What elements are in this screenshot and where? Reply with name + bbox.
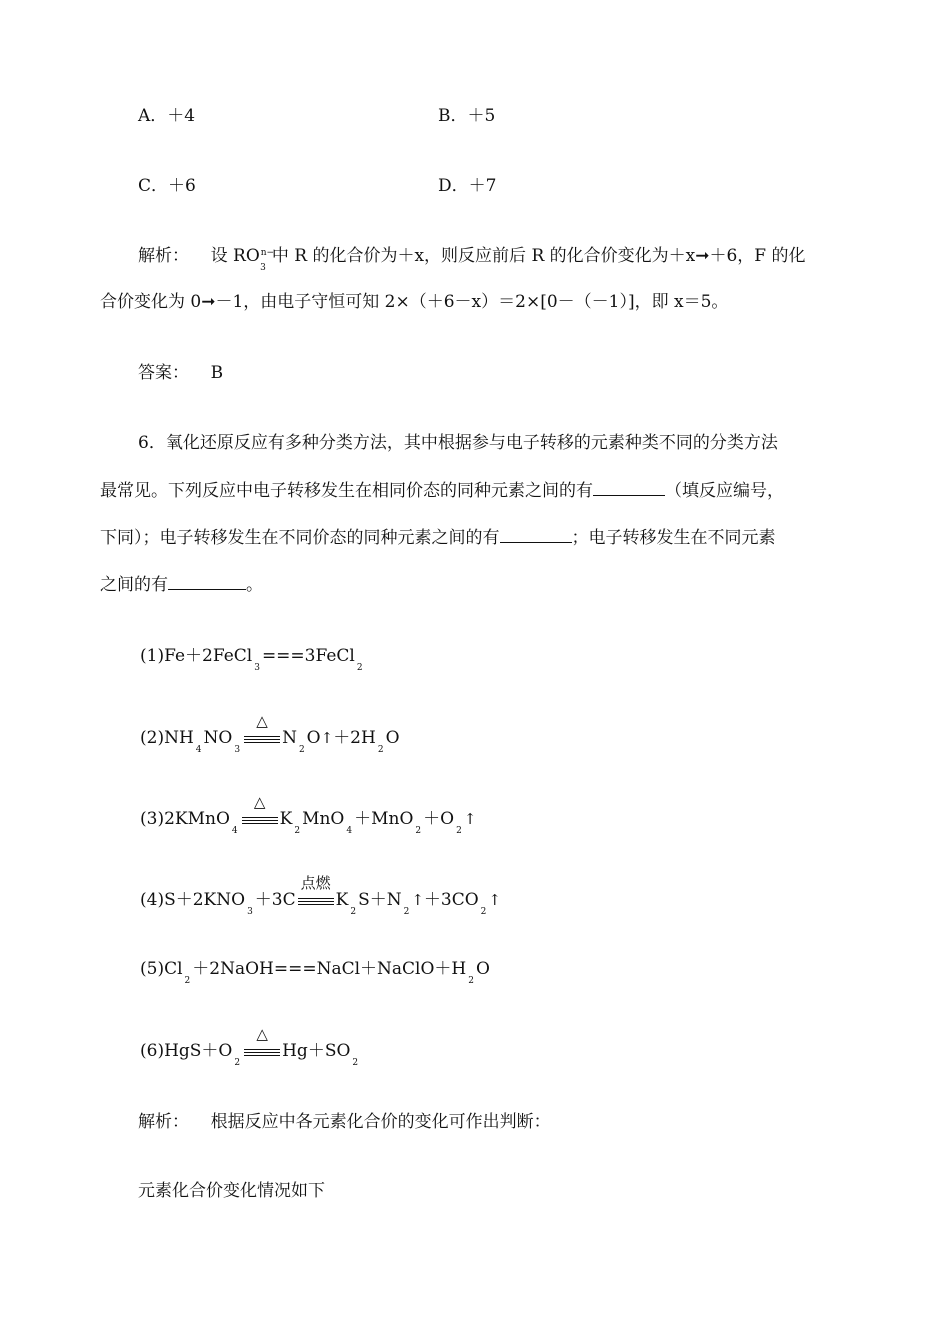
question-line-2: 最常见。下列反应中电子转移发生在相同价态的同种元素之间的有 （填反应编号，: [100, 481, 784, 501]
analysis-line-2: 合价变化为 0➞－1，由电子守恒可知 2×（＋6－x）＝2×[0－（－1）]，即 x＝5。: [100, 292, 729, 312]
answer-value: B: [210, 363, 224, 383]
option-a: A．＋4: [138, 106, 196, 126]
option-b: B．＋5: [438, 106, 496, 126]
heat-condition-sign: △: [242, 1040, 282, 1062]
option-c: C．＋6: [138, 176, 196, 196]
question-line-3: 下同）；电子转移发生在不同价态的同种元素之间的有 ；电子转移发生在不同元素: [100, 528, 776, 548]
reaction-5: (5)Cl2＋2NaOH===NaCl＋NaClO＋H2O: [140, 959, 490, 986]
ignition-condition-sign: 点燃: [296, 889, 336, 911]
reaction-6: (6)HgS＋O2 △ Hg＋SO2: [140, 1025, 359, 1068]
gas-arrow-icon: ↑: [320, 729, 334, 747]
answer-blank-3[interactable]: [168, 573, 246, 590]
reaction-2: (2)NH4NO3 △ N2O↑＋2H2O: [140, 712, 400, 755]
heat-condition-sign: △: [240, 808, 280, 830]
gas-arrow-icon: ↑: [463, 810, 477, 828]
analysis-2-line: 解析： 根据反应中各元素化合价的变化可作出判断：: [138, 1112, 551, 1132]
reaction-3: (3)2KMnO4 △ K2MnO4＋MnO2＋O2↑: [140, 793, 477, 836]
gas-arrow-icon: ↑: [488, 891, 501, 909]
reaction-4: (4)S＋2KNO3＋3C 点燃 K2S＋N2↑＋3CO2↑: [140, 874, 501, 917]
footer-text: 元素化合价变化情况如下: [138, 1181, 325, 1201]
answer-blank-2[interactable]: [500, 526, 572, 543]
analysis-line-1: 解析： 设 ROn−3中 R 的化合价为＋x，则反应前后 R 的化合价变化为＋x➞＋6，F 的化: [138, 246, 806, 273]
reaction-1: (1)Fe＋2FeCl3===3FeCl2: [140, 646, 363, 673]
answer-line: [138, 362, 223, 384]
analysis-label: 解析：: [138, 1112, 189, 1132]
gas-arrow-icon: ↑: [411, 891, 424, 909]
analysis-label: 解析：: [138, 246, 189, 266]
option-d: D．＋7: [438, 176, 497, 196]
question-line-4: 之间的有 。: [100, 575, 263, 595]
answer-label: 答案：: [138, 363, 189, 383]
question-line-1: 6．氧化还原反应有多种分类方法，其中根据参与电子转移的元素种类不同的分类方法: [138, 433, 778, 453]
answer-blank-1[interactable]: [593, 479, 665, 496]
heat-condition-sign: △: [242, 727, 282, 749]
